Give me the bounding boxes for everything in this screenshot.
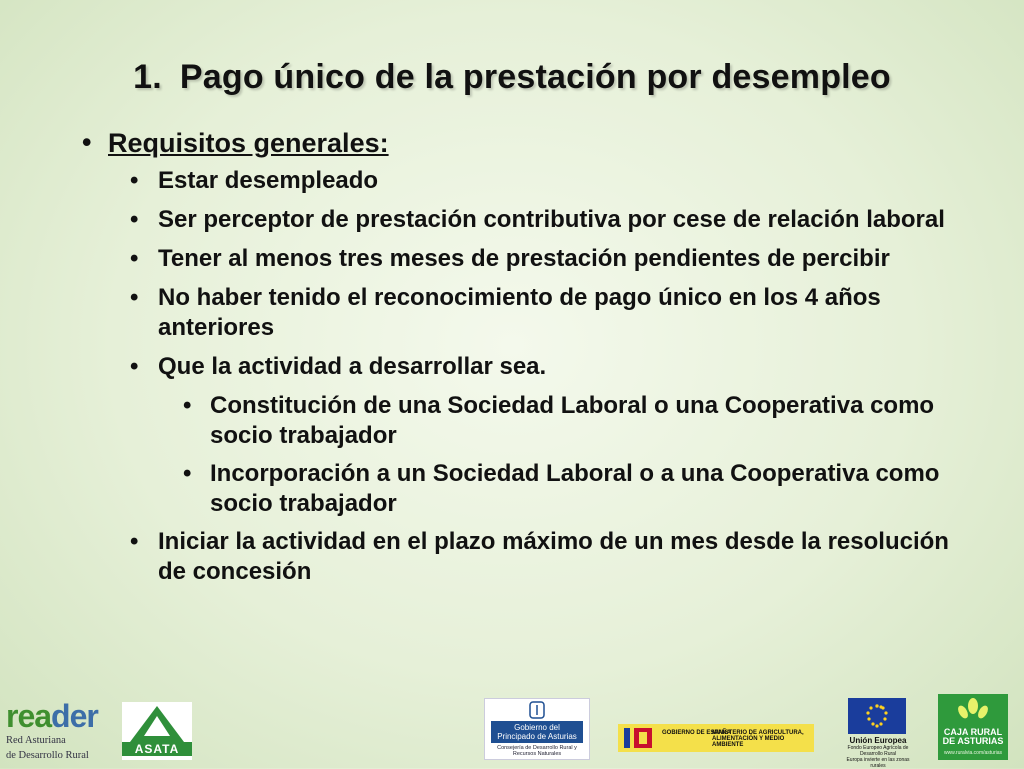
- eu-flag-icon: [848, 698, 906, 734]
- caja-rural-logo: CAJA RURAL DE ASTURIAS www.ruralvia.com/asturias: [938, 694, 1008, 760]
- principado-logo: Gobierno del Principado de Asturias Consejería de Desarrollo Rural y Recursos Naturales: [484, 698, 590, 760]
- list-item: • Que la actividad a desarrollar sea.: [82, 352, 962, 382]
- bullet-heading: • Requisitos generales:: [82, 128, 962, 159]
- crest-icon: [485, 699, 589, 721]
- gobierno-espana-logo: GOBIERNO DE ESPAÑA MINISTERIO DE AGRICULTURA, ALIMENTACIÓN Y MEDIO AMBIENTE: [618, 724, 814, 752]
- list-item: • No haber tenido el reconocimiento de pago único en los 4 años anteriores: [82, 283, 962, 343]
- title-number: 1.: [133, 58, 162, 96]
- list-item: • Tener al menos tres meses de prestación pendientes de percibir: [82, 244, 962, 274]
- bullet-list: [82, 128, 962, 596]
- list-item: • Estar desempleado: [82, 166, 962, 196]
- title-text: Pago único de la prestación por desempleo: [179, 58, 891, 96]
- union-europea-logo: Unión Europea Fondo Europeo Agrícola de Desarrollo Rural Europa invierte en las zonas rurales: [844, 698, 912, 768]
- sub-list-item: • Constitución de una Sociedad Laboral o una Cooperativa como socio trabajador: [82, 391, 962, 451]
- sub-list-item: • Incorporación a un Sociedad Laboral o a una Cooperativa como socio trabajador: [82, 459, 962, 519]
- list-item: • Ser perceptor de prestación contributiva por cese de relación laboral: [82, 205, 962, 235]
- footer-logos: [0, 690, 1024, 768]
- asata-logo: ASATA: [122, 702, 192, 760]
- list-item: • Iniciar la actividad en el plazo máximo de un mes desde la resolución de concesión: [82, 527, 962, 587]
- slide-title: [0, 58, 1024, 97]
- reader-logo: reader Red Asturiana de Desarrollo Rural: [6, 698, 98, 761]
- spain-flag-icon: [620, 724, 660, 752]
